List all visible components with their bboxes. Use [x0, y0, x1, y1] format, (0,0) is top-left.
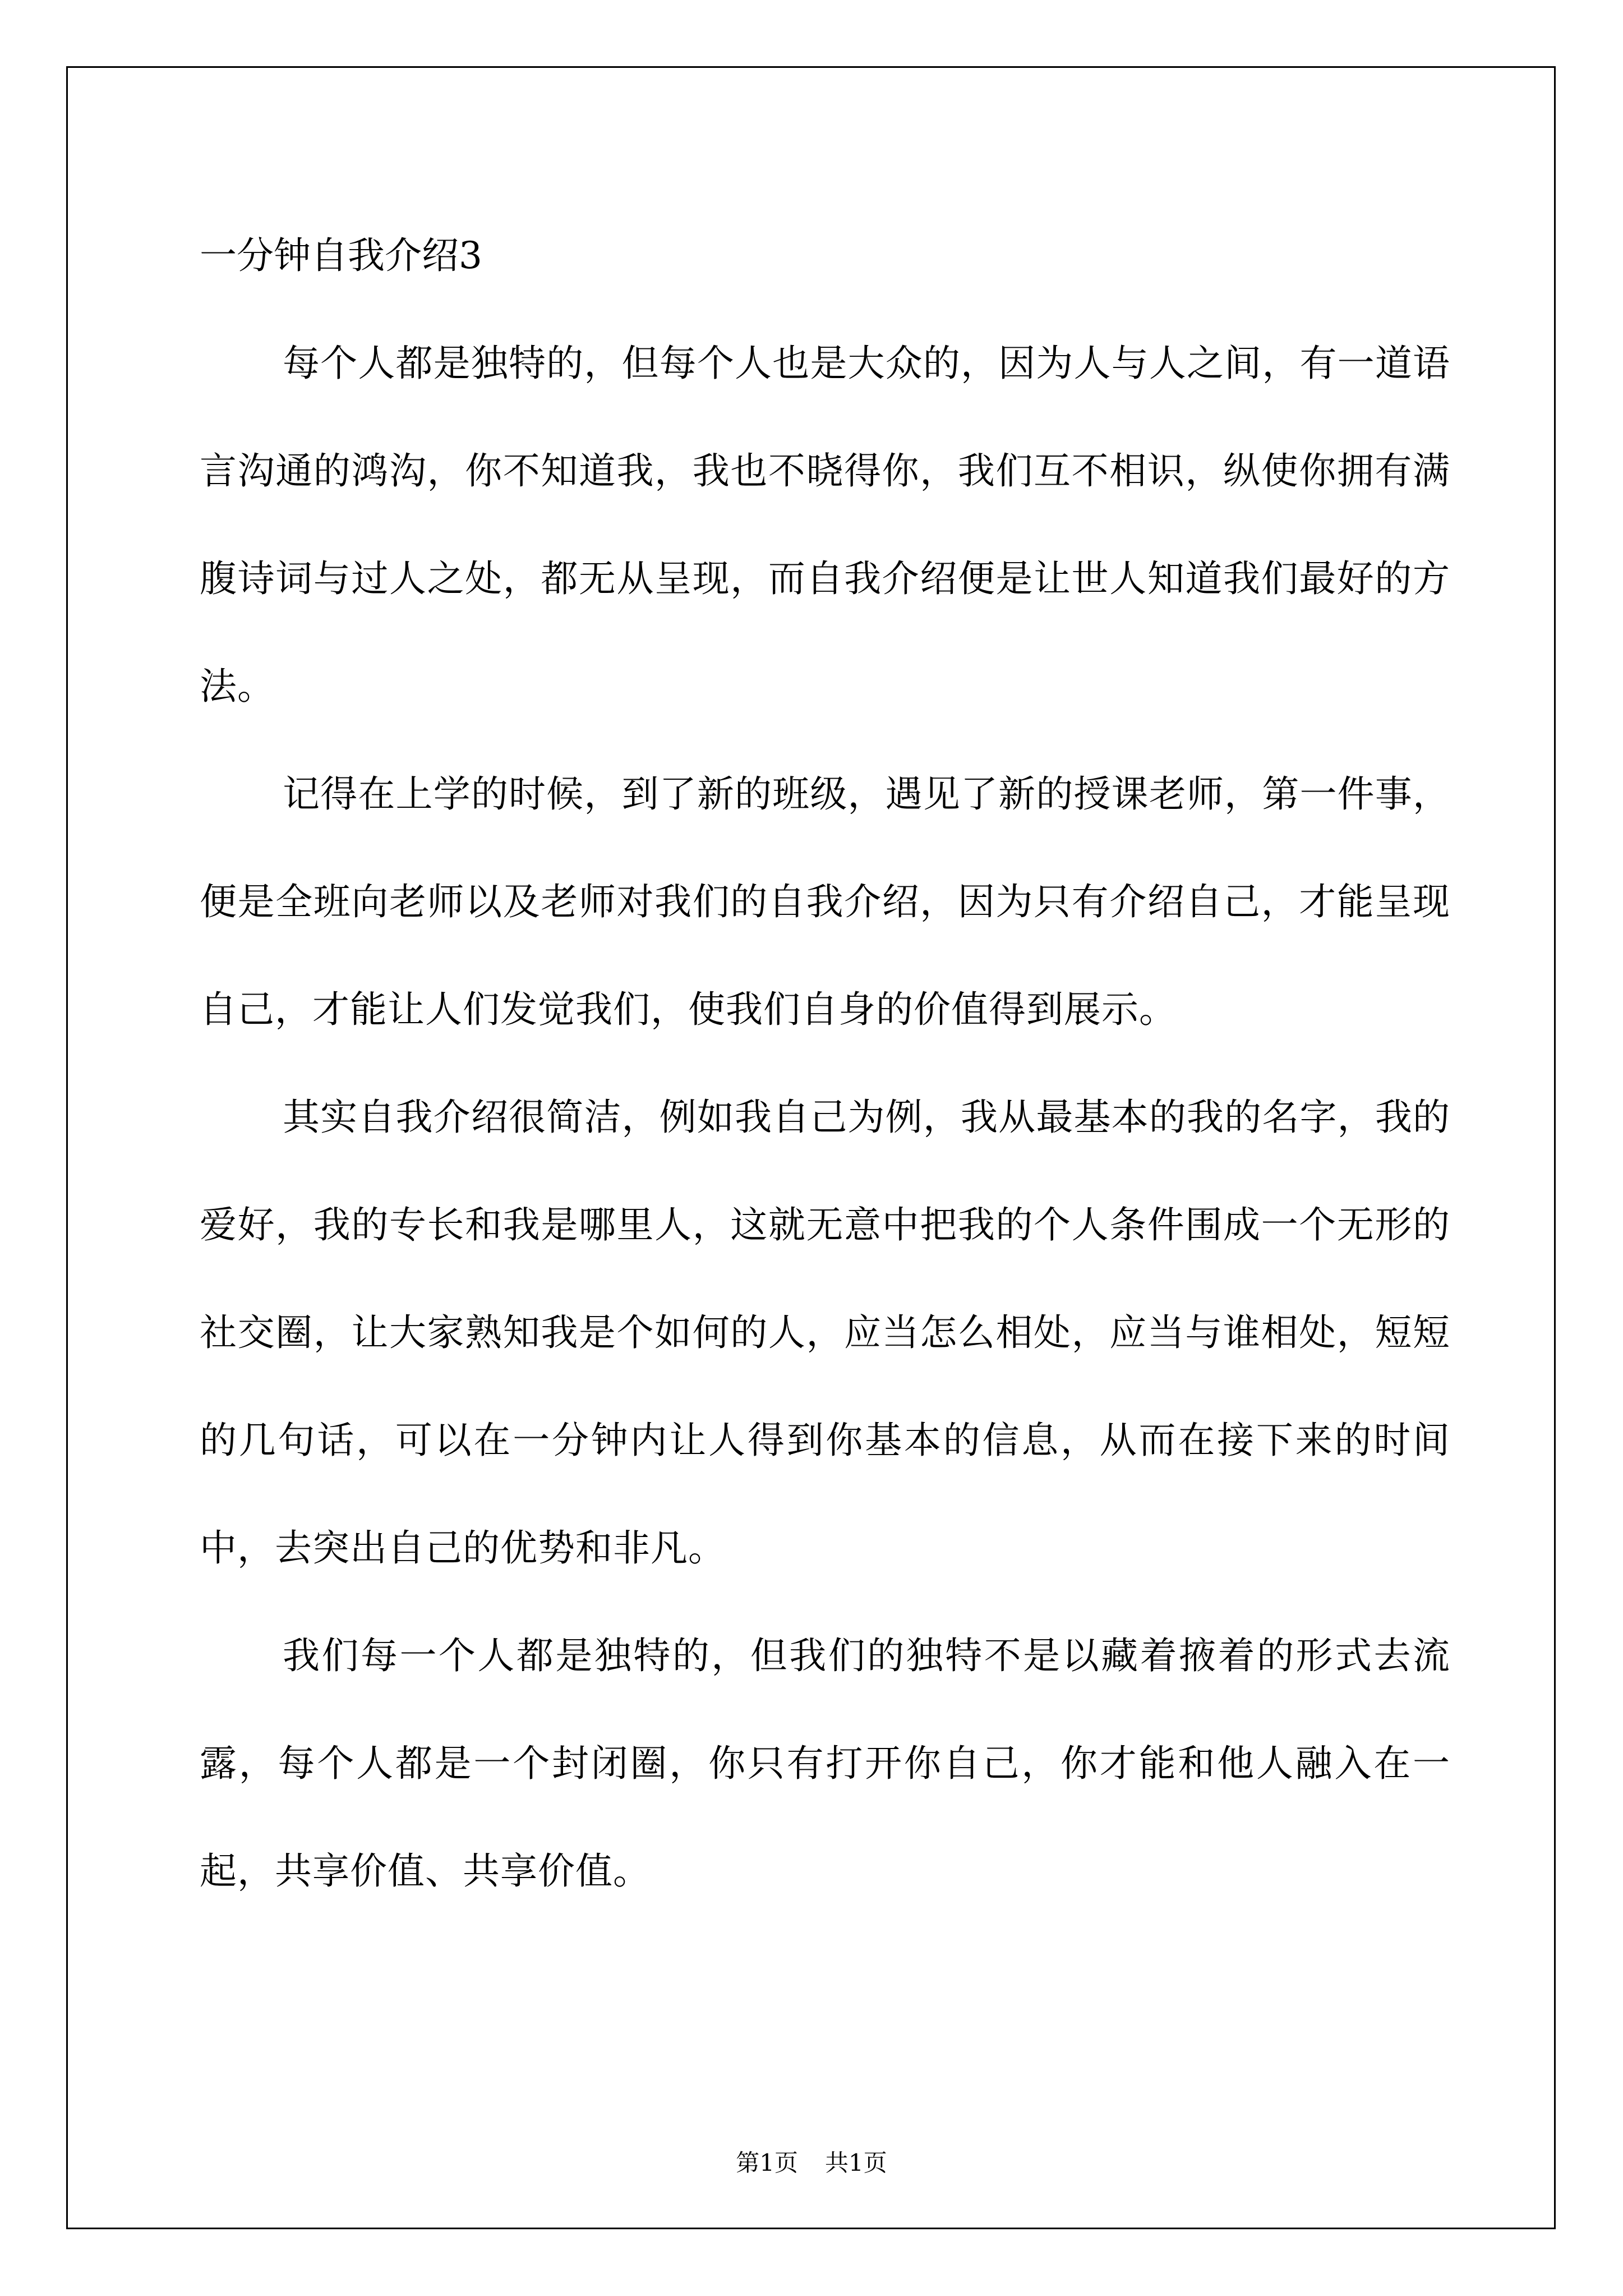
paragraph-3: 其实自我介绍很简洁，例如我自己为例，我从最基本的我的名字，我的爱好，我的专长和我是哪里人，这就无意中把我的个人条件围成一个无形的社交圈，让大家熟知我是个如何的人，应当怎么相处，应当与谁相处，短短的几句话，可以在一分钟内让人得到你基本的信息，从而在接下来的时间中，去突出自己的优势和非凡。	[200, 1096, 1450, 1570]
paragraph-2: 记得在上学的时候，到了新的班级，遇见了新的授课老师，第一件事，便是全班向老师以及老师对我们的自我介绍，因为只有介绍自己，才能呈现自己，才能让人们发觉我们，使我们自身的价值得到展示。	[200, 772, 1450, 1031]
paragraph-4: 我们每一个人都是独特的，但我们的独特不是以藏着掖着的形式去流露，每个人都是一个封闭圈，你只有打开你自己，你才能和他人融入在一起，共享价值、共享价值。	[200, 1634, 1450, 1893]
paragraph-1: 每个人都是独特的，但每个人也是大众的，因为人与人之间，有一道语言沟通的鸿沟，你不知道我，我也不晓得你，我们互不相识，纵使你拥有满腹诗词与过人之处，都无从呈现，而自我介绍便是让世人知道我们最好的方法。	[200, 342, 1450, 708]
document-body	[200, 202, 1450, 1925]
page-number-total: 共1页	[825, 2149, 887, 2177]
page-number-current: 第1页	[736, 2149, 798, 2177]
page-footer	[0, 2147, 1623, 2179]
document-title: 一分钟自我介绍3	[200, 234, 482, 277]
